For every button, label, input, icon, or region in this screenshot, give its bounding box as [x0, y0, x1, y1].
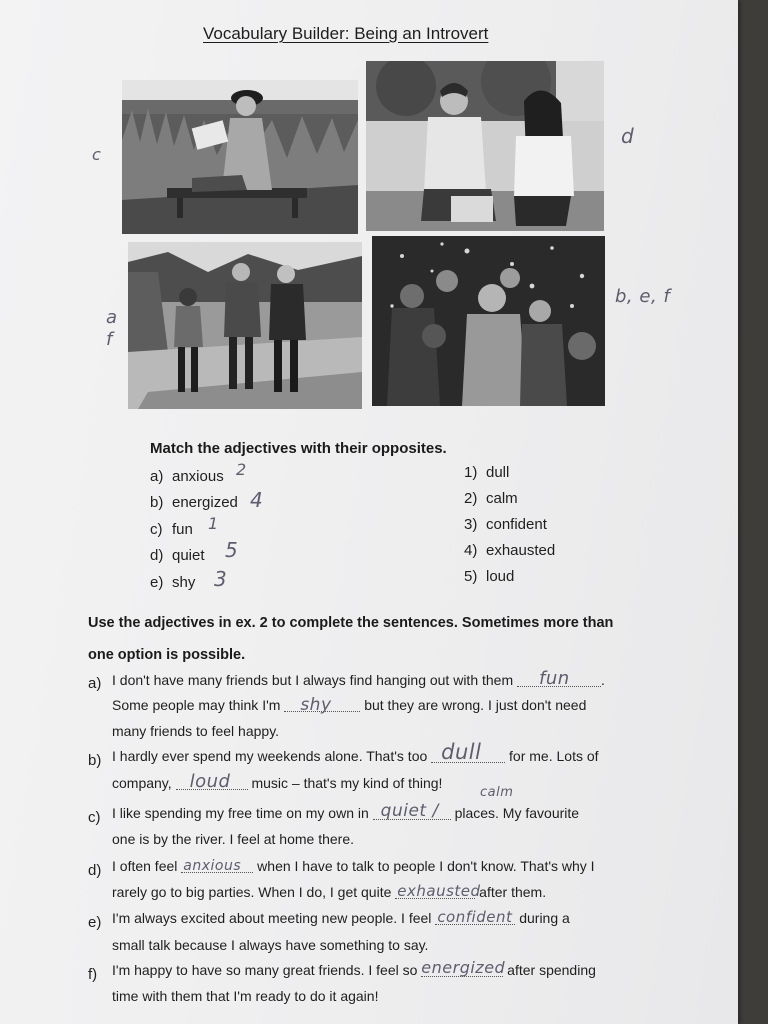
ex2-d-answer2: exhausted [397, 882, 481, 900]
ex2-a-line2: Some people may think I'm shy but they are wrong. I just don't need [112, 695, 587, 715]
exercise1-heading: Match the adjectives with their opposites. [150, 440, 447, 457]
ex2-e-line2: small talk because I always have something to say. [112, 937, 429, 953]
ex2-label-b: b) [88, 752, 102, 769]
ex1-option-4: 4) exhausted [464, 542, 556, 559]
exercise2-heading-line1: Use the adjectives in ex. 2 to complete the sentences. Sometimes more than [88, 615, 614, 631]
ex1-item-a: a) anxious [150, 468, 224, 485]
ex2-b-answer2: loud [189, 771, 231, 792]
ex1-item-c: c) fun [150, 521, 193, 538]
ex1-option-1: 1) dull [464, 464, 510, 481]
ex2-f-answer1: energized [421, 958, 506, 977]
ex1-answer-e: 3 [214, 567, 228, 591]
ex1-item-d: d) quiet [150, 547, 205, 564]
ex2-f-line1: I'm happy to have so many great friends. I feel so energized after spending [112, 958, 596, 978]
ex2-a-answer1: fun [539, 668, 570, 689]
ex2-b-line1: I hardly ever spend my weekends alone. That's too dull for me. Lots of [112, 740, 599, 764]
exercise2-heading-line2: one option is possible. [88, 647, 246, 663]
ex2-a-line1: I don't have many friends but I always find hanging out with them fun . [112, 668, 605, 689]
ex2-e-answer1: confident [437, 908, 513, 926]
worksheet-title: Vocabulary Builder: Being an Introvert [203, 24, 489, 43]
ex2-f-line2: time with them that I'm ready to do it again! [112, 988, 379, 1004]
ex2-a-line3: many friends to feel happy. [112, 723, 280, 739]
ex1-option-5: 5) loud [464, 568, 515, 585]
photo-note-b-e-f: b, e, f [615, 286, 671, 307]
ex1-answer-b: 4 [250, 488, 264, 512]
ex1-option-3: 3) confident [464, 516, 547, 533]
ex2-a-answer2: shy [300, 695, 332, 715]
ex1-item-b: b) energized [150, 494, 238, 511]
ex2-label-f: f) [88, 966, 98, 983]
photo-note-d: d [621, 124, 635, 148]
photo-note-c: c [92, 145, 102, 164]
photo-party-crowd [372, 236, 605, 406]
ex2-c-note: calm [480, 785, 514, 800]
photo-woman-reading [122, 80, 358, 234]
ex2-label-d: d) [88, 862, 102, 879]
ex1-answer-c: 1 [208, 514, 219, 533]
ex2-c-answer1: quiet / [380, 801, 439, 821]
ex2-b-answer1: dull [441, 740, 482, 764]
ex2-c-line2: one is by the river. I feel at home there. [112, 831, 355, 847]
ex2-e-line1: I'm always excited about meeting new people. I feel confident during a [112, 908, 570, 926]
ex2-d-line2: rarely go to big parties. When I do, I get quite exhausted after them. [112, 882, 547, 900]
ex2-b-line2: company, loud music – that's my kind of thing! [112, 771, 443, 792]
ex1-answer-d: 5 [225, 538, 239, 562]
ex2-d-line1: I often feel anxious when I have to talk to people I don't know. That's why I [112, 858, 595, 874]
photo-couple-sitting [366, 61, 604, 231]
photo-friends-walking [128, 242, 362, 409]
photo-note-a-f: a f [106, 307, 118, 350]
ex2-c-line1: I like spending my free time on my own in quiet / places. My favourite [112, 801, 580, 821]
ex2-d-answer1: anxious [183, 858, 242, 874]
ex1-option-2: 2) calm [464, 490, 518, 507]
ex1-answer-a: 2 [236, 460, 247, 479]
ex1-item-e: e) shy [150, 574, 196, 591]
ex2-label-c: c) [88, 809, 101, 826]
ex2-label-e: e) [88, 914, 102, 931]
ex2-label-a: a) [88, 675, 102, 692]
